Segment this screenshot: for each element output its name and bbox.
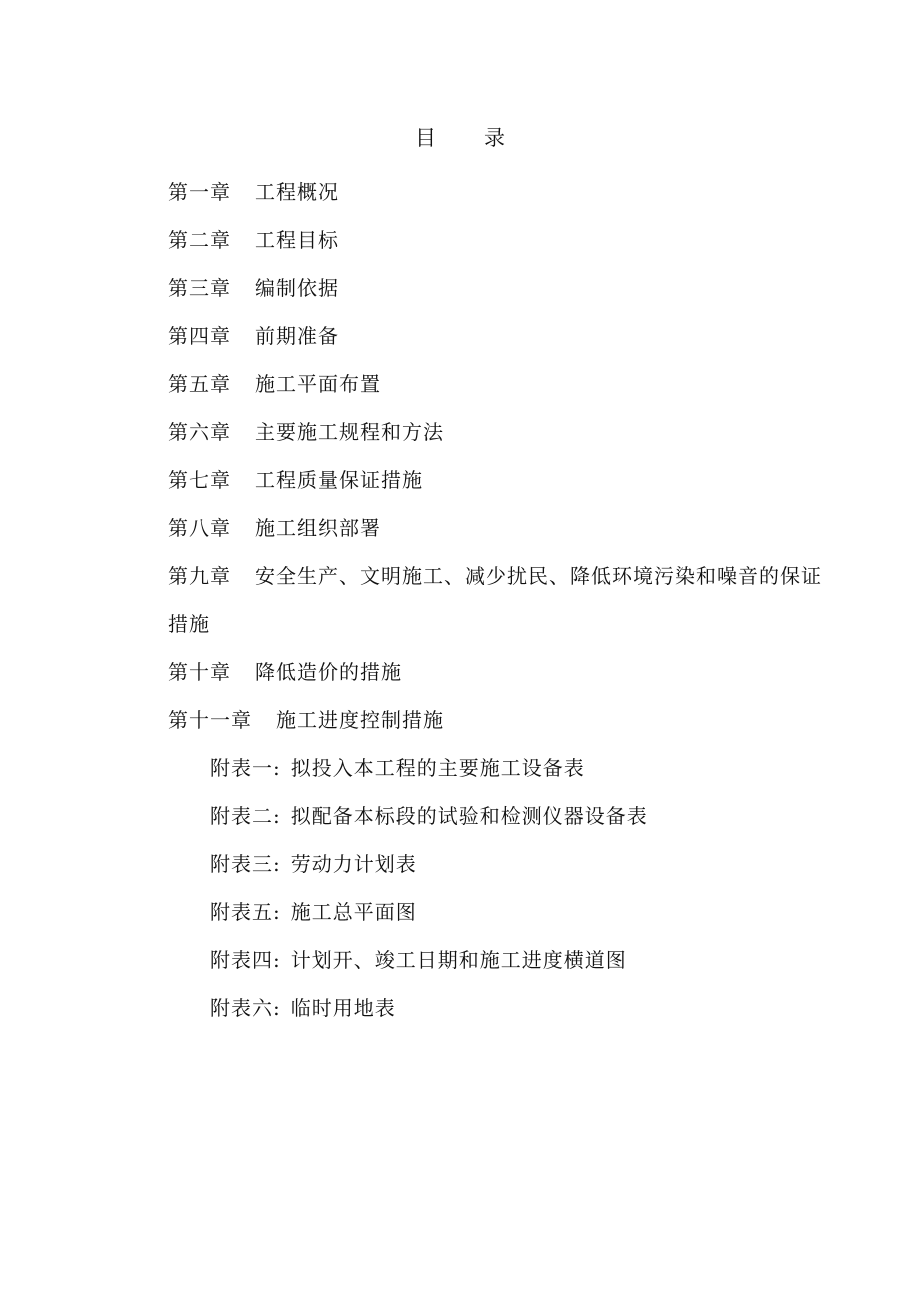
chapter-number: 第五章: [168, 372, 231, 396]
appendix-title: 施工总平面图: [290, 900, 417, 924]
toc-item-chapter-6: [168, 408, 828, 456]
chapter-title: 安全生产、文明施工、减少扰民、降低环境污染和噪音的保证措施: [168, 564, 822, 636]
appendix-number: 附表二:: [210, 804, 281, 828]
chapter-number: 第九章: [168, 564, 231, 588]
chapter-title: 主要施工规程和方法: [255, 420, 444, 444]
chapter-title: 施工组织部署: [255, 516, 381, 540]
chapter-title: 降低造价的措施: [255, 660, 402, 684]
toc-item-chapter-2: [168, 216, 828, 264]
appendix-number: 附表一:: [210, 756, 281, 780]
chapter-number: 第六章: [168, 420, 231, 444]
toc-item-chapter-4: [168, 312, 828, 360]
appendix-number: 附表四:: [210, 948, 281, 972]
appendix-title: 拟投入本工程的主要施工设备表: [290, 756, 585, 780]
chapter-title: 施工平面布置: [255, 372, 381, 396]
toc-item-chapter-5: [168, 360, 828, 408]
appendix-number: 附表六:: [210, 996, 281, 1020]
toc-item-appendix-4: [168, 936, 828, 984]
toc-item-chapter-11: [168, 696, 828, 744]
chapter-title: 工程目标: [255, 228, 339, 252]
chapter-number: 第十一章: [168, 708, 252, 732]
toc-item-appendix-3: [168, 840, 828, 888]
chapter-title: 工程概况: [255, 180, 339, 204]
chapter-number: 第八章: [168, 516, 231, 540]
appendix-title: 计划开、竣工日期和施工进度横道图: [290, 948, 627, 972]
toc-item-chapter-1: [168, 168, 828, 216]
toc-item-chapter-10: [168, 648, 828, 696]
appendix-number: 附表五:: [210, 900, 281, 924]
toc-item-chapter-9: [168, 552, 828, 648]
toc-item-chapter-3: [168, 264, 828, 312]
chapter-number: 第七章: [168, 468, 231, 492]
chapter-number: 第二章: [168, 228, 231, 252]
toc-title-left: 目: [415, 126, 436, 150]
chapter-title: 施工进度控制措施: [276, 708, 444, 732]
toc-item-appendix-6: [168, 984, 828, 1032]
toc-title-right: 录: [484, 126, 505, 150]
chapter-number: 第十章: [168, 660, 231, 684]
toc-item-appendix-1: [168, 744, 828, 792]
appendix-title: 劳动力计划表: [290, 852, 417, 876]
toc-item-appendix-5: [168, 888, 828, 936]
toc-item-chapter-8: [168, 504, 828, 552]
appendix-title: 拟配备本标段的试验和检测仪器设备表: [290, 804, 648, 828]
toc-list: [168, 168, 828, 1032]
chapter-number: 第一章: [168, 180, 231, 204]
chapter-title: 编制依据: [255, 276, 339, 300]
toc-title: [0, 120, 920, 156]
chapter-title: 工程质量保证措施: [255, 468, 423, 492]
appendix-number: 附表三:: [210, 852, 281, 876]
appendix-title: 临时用地表: [290, 996, 396, 1020]
chapter-title: 前期准备: [255, 324, 339, 348]
toc-item-appendix-2: [168, 792, 828, 840]
chapter-number: 第三章: [168, 276, 231, 300]
toc-item-chapter-7: [168, 456, 828, 504]
chapter-number: 第四章: [168, 324, 231, 348]
